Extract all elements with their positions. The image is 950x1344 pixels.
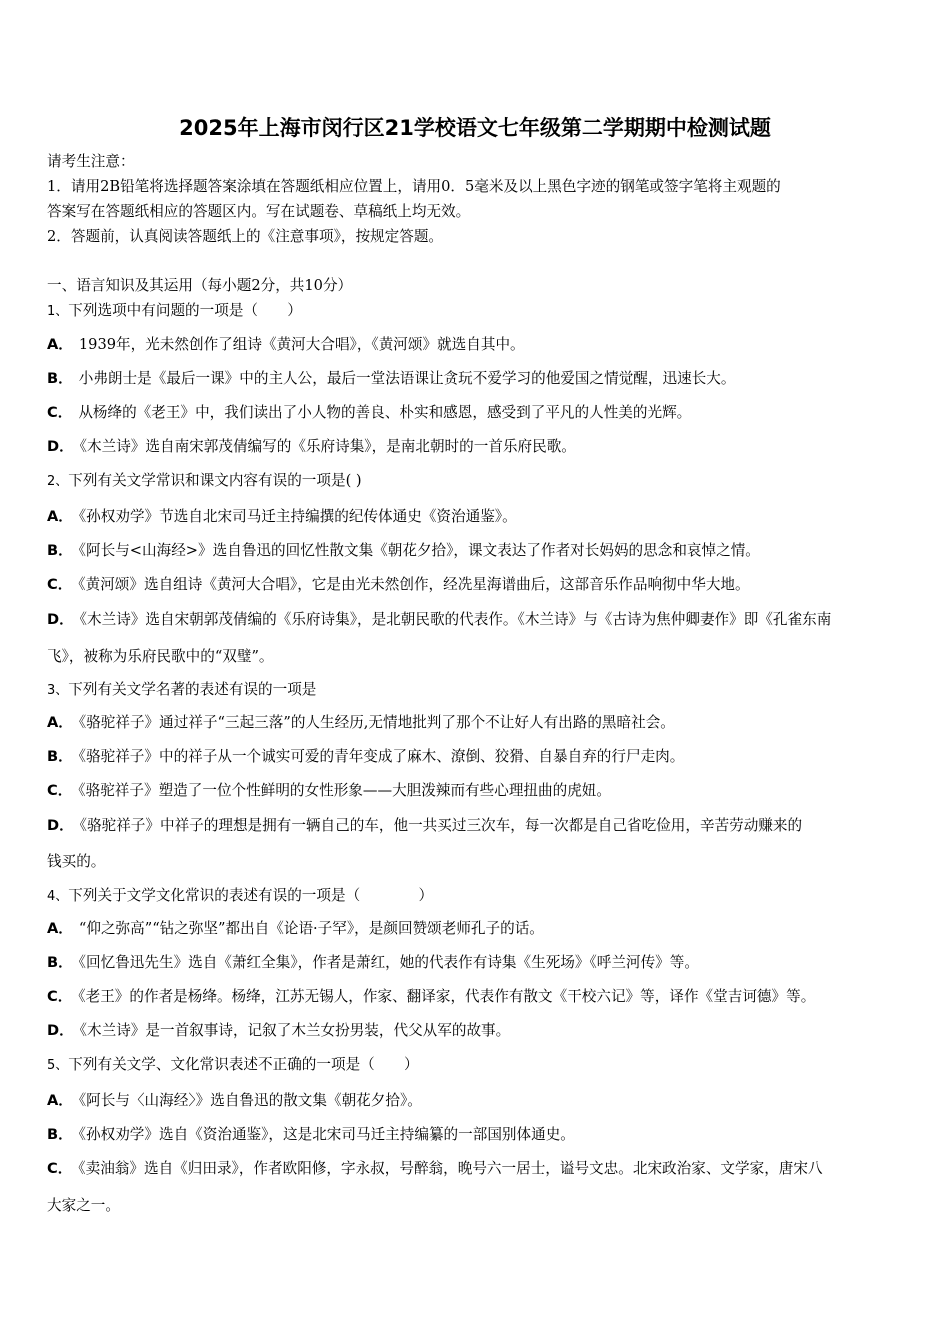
option-2c [47, 575, 917, 595]
question-stem: 下列选项中有问题的一项是（ ） [68, 302, 302, 319]
option-3a [47, 713, 917, 733]
option-text: 《骆驼祥子》通过祥子“三起三落”的人生经历,无情地批判了那个不让好人有出路的黑暗社会。 [78, 714, 675, 731]
option-label: B． [47, 542, 73, 559]
option-1a [47, 335, 917, 355]
option-text: 《卖油翁》选自《归田录》，作者欧阳修，字永叔，号醉翁，晚号六一居士，谥号文忠。北宋政治家、文学家，唐宋八 [78, 1160, 823, 1177]
option-text: “仰之弥高”“钻之弥坚”都出自《论语·子罕》，是颜回赞颂老师孔子的话。 [78, 920, 544, 937]
question-number: 2、 [47, 474, 69, 489]
option-text: 《木兰诗》是一首叙事诗，记叙了木兰女扮男装，代父从军的故事。 [79, 1022, 511, 1039]
question-3 [47, 680, 917, 701]
option-label: A． [47, 920, 73, 937]
question-number: 4、 [47, 889, 69, 904]
question-1 [47, 301, 917, 322]
option-text: 《骆驼祥子》中祥子的理想是拥有一辆自己的车，他一共买过三次车，每一次都是自己省吃俭用，辛苦劳动赚来的 [79, 817, 803, 834]
question-stem: 下列有关文学、文化常识表述不正确的一项是（ ） [68, 1056, 419, 1073]
option-text: 《骆驼祥子》中的祥子从一个诚实可爱的青年变成了麻木、潦倒、狡猾、自暴自弃的行尸走肉。 [78, 748, 685, 765]
option-label: B． [47, 748, 73, 765]
option-3c [47, 781, 917, 801]
option-4c [47, 987, 917, 1007]
option-text: 《老王》的作者是杨绛。杨绛，江苏无锡人，作家、翻译家，代表作有散文《干校六记》等，译作《堂吉诃德》等。 [78, 988, 816, 1005]
option-text: 《黄河颂》选自组诗《黄河大合唱》，它是由光未然创作，经冼星海谱曲后，这部音乐作品响彻中华大地。 [78, 576, 750, 593]
option-1d [47, 437, 917, 457]
option-label: B． [47, 954, 73, 971]
option-2d-cont: 飞》，被称为乐府民歌中的“双璧”。 [47, 648, 274, 665]
question-number: 1、 [47, 304, 69, 319]
notice-heading: 请考生注意： [47, 153, 135, 170]
notice-line-1-cont: 答案写在答题纸相应的答题区内。写在试题卷、草稿纸上均无效。 [47, 203, 471, 220]
option-4b [47, 953, 917, 973]
option-text: 从杨绛的《老王》中，我们读出了小人物的善良、朴实和感恩，感受到了平凡的人性美的光辉。 [78, 404, 692, 421]
option-4d [47, 1021, 917, 1041]
notice-line-2: 2．答题前，认真阅读答题纸上的《注意事项》，按规定答题。 [47, 228, 444, 245]
option-4a [47, 919, 917, 939]
option-label: C． [47, 1160, 73, 1177]
question-stem: 下列有关文学名著的表述有误的一项是 [68, 681, 317, 698]
option-3b [47, 747, 917, 767]
option-label: D． [47, 1022, 74, 1039]
page-title: 2025年上海市闵行区21学校语文七年级第二学期期中检测试题 [179, 116, 771, 140]
option-label: A． [47, 714, 73, 731]
option-text: 《回忆鲁迅先生》选自《萧红全集》，作者是萧红，她的代表作有诗集《生死场》《呼兰河传》等。 [78, 954, 699, 971]
option-5a [47, 1091, 917, 1111]
option-2d [47, 610, 917, 630]
option-3d [47, 816, 917, 836]
option-3d-cont: 钱买的。 [47, 853, 106, 870]
question-number: 3、 [47, 683, 69, 698]
question-number: 5、 [47, 1058, 69, 1073]
option-2a [47, 507, 917, 527]
option-text: 小弗朗士是《最后一课》中的主人公，最后一堂法语课让贪玩不爱学习的他爱国之情觉醒，迅速长大。 [78, 370, 736, 387]
option-label: A． [47, 508, 73, 525]
option-label: C． [47, 988, 73, 1005]
option-label: B． [47, 370, 73, 387]
option-text: 《阿长与<山海经>》选自鲁迅的回忆性散文集《朝花夕拾》，课文表达了作者对长妈妈的思念和哀悼之情。 [78, 542, 760, 559]
question-5 [47, 1055, 917, 1076]
notice-line-1: 1．请用2B铅笔将选择题答案涂填在答题纸相应位置上，请用0．5毫米及以上黑色字迹的钢笔或签字笔将主观题的 [47, 178, 781, 195]
option-label: A． [47, 336, 73, 353]
option-label: C． [47, 404, 73, 421]
option-2b [47, 541, 917, 561]
option-text: 《孙权劝学》节选自北宋司马迁主持编撰的纪传体通史《资治通鉴》。 [78, 508, 517, 525]
question-2 [47, 471, 917, 492]
option-label: D． [47, 611, 74, 628]
option-1c [47, 403, 917, 423]
option-1b [47, 369, 917, 389]
option-label: C． [47, 782, 73, 799]
option-5b [47, 1125, 917, 1145]
option-label: C． [47, 576, 73, 593]
option-text: 《孙权劝学》选自《资治通鉴》，这是北宋司马迁主持编纂的一部国别体通史。 [78, 1126, 575, 1143]
question-stem: 下列关于文学文化常识的表述有误的一项是（ ） [68, 887, 434, 904]
section-heading: 一、语言知识及其运用（每小题2分，共10分） [47, 277, 353, 294]
option-5c-cont: 大家之一。 [47, 1197, 120, 1214]
option-label: B． [47, 1126, 73, 1143]
question-4 [47, 886, 917, 907]
option-text: 《木兰诗》选自宋朝郭茂倩编的《乐府诗集》，是北朝民歌的代表作。《木兰诗》与《古诗为焦仲卿妻作》即《孔雀东南 [79, 611, 832, 628]
option-label: D． [47, 438, 74, 455]
option-text: 《骆驼祥子》塑造了一位个性鲜明的女性形象——大胆泼辣而有些心理扭曲的虎妞。 [78, 782, 611, 799]
option-label: D． [47, 817, 74, 834]
question-stem: 下列有关文学常识和课文内容有误的一项是( ) [68, 472, 362, 489]
option-text: 《木兰诗》选自南宋郭茂倩编写的《乐府诗集》，是南北朝时的一首乐府民歌。 [79, 438, 576, 455]
option-text: 《阿长与〈山海经〉》选自鲁迅的散文集《朝花夕拾》。 [78, 1092, 422, 1109]
option-label: A． [47, 1092, 73, 1109]
option-text: 1939年，光未然创作了组诗《黄河大合唱》，《黄河颂》就选自其中。 [78, 336, 525, 353]
option-5c [47, 1159, 917, 1179]
